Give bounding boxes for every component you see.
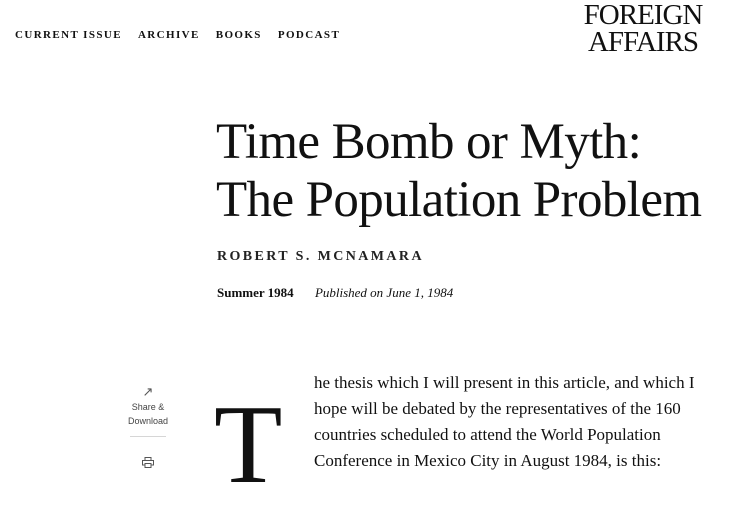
- logo-line-1: FOREIGN: [583, 0, 703, 31]
- nav-podcast[interactable]: PODCAST: [277, 29, 341, 41]
- logo-line-2: AFFAIRS: [587, 26, 699, 58]
- article-meta: [217, 285, 453, 301]
- title-line-1: Time Bomb or Myth:: [216, 114, 642, 170]
- published-date: Published on June 1, 1984: [314, 285, 454, 300]
- main-nav: [15, 29, 356, 41]
- title-line-2: The Population Problem: [216, 172, 702, 228]
- article-title: [216, 113, 731, 229]
- body-line-4: Conference in Mexico City in August 1984, is this:: [314, 451, 662, 470]
- foreign-affairs-logo[interactable]: [573, 2, 713, 56]
- body-line-2: hope will be debated by the representatives of the 160: [314, 399, 681, 418]
- nav-current-issue[interactable]: CURRENT ISSUE: [15, 29, 122, 41]
- printer-icon[interactable]: [142, 457, 154, 468]
- author-name[interactable]: ROBERT S. MCNAMARA: [217, 249, 424, 264]
- download-label: Download: [127, 416, 169, 426]
- share-download-button[interactable]: [120, 384, 176, 437]
- share-divider: [130, 436, 166, 437]
- share-label: Share &: [131, 402, 165, 412]
- nav-books[interactable]: BOOKS: [215, 29, 262, 41]
- drop-cap: T: [214, 383, 283, 507]
- article-body-paragraph: [314, 370, 719, 474]
- nav-archive[interactable]: ARCHIVE: [137, 29, 200, 41]
- body-line-3: countries scheduled to attend the World Population: [314, 425, 661, 444]
- arrow-up-right-icon: ↗: [142, 384, 154, 399]
- body-line-1: he thesis which I will present in this article, and which I: [314, 373, 695, 392]
- issue-label[interactable]: Summer 1984: [217, 285, 294, 300]
